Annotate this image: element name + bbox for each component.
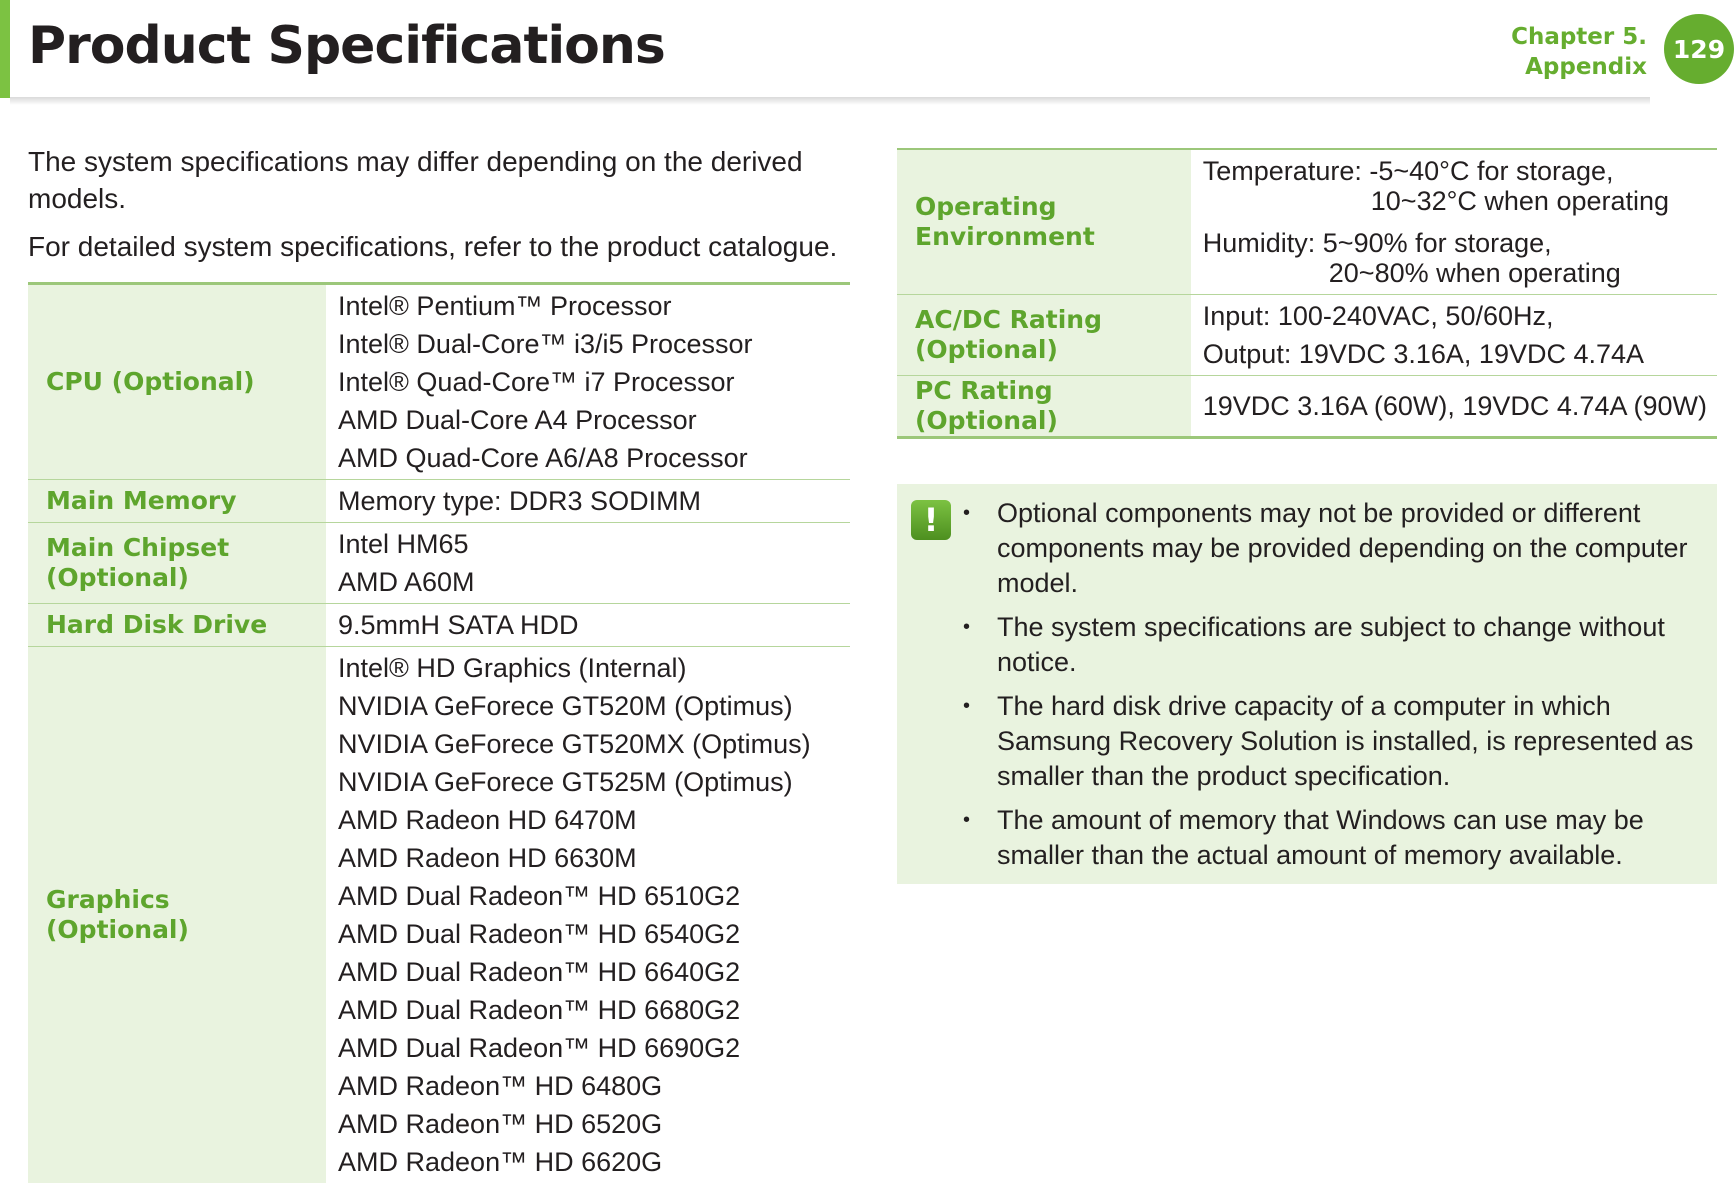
spec-value-line: AMD Dual-Core A4 Processor (338, 405, 697, 435)
spec-value-line: Intel HM65 (338, 529, 469, 559)
header-accent-bar (0, 0, 10, 98)
table-row (28, 523, 850, 604)
spec-table-left (28, 282, 850, 1183)
note-item: • The amount of memory that Windows can use may be smaller than the actual amount of memory available. (957, 803, 1697, 873)
spec-value-line: AMD A60M (338, 567, 475, 597)
spec-value-hard-disk-drive (326, 604, 850, 647)
spec-label-main-chipset-optional: Main Chipset (Optional) (28, 523, 326, 604)
chapter-number: Chapter 5. (1511, 24, 1647, 50)
spec-value-line: NVIDIA GeForece GT520MX (Optimus) (338, 729, 811, 759)
spec-value-line: Intel® Dual-Core™ i3/i5 Processor (338, 329, 753, 359)
spec-value-pc-rating (1191, 376, 1717, 438)
spec-label-cpu-optional: CPU (Optional) (28, 284, 326, 480)
notes-list (957, 496, 1697, 882)
table-row (28, 604, 850, 647)
spec-value-line: AMD Quad-Core A6/A8 Processor (338, 443, 748, 473)
spec-value-line: Output: 19VDC 3.16A, 19VDC 4.74A (1202, 339, 1645, 369)
intro-text-catalogue: For detailed system specifications, refer to the product catalogue. (28, 231, 838, 262)
spec-value-graphics-optional (326, 647, 850, 1184)
spec-value-line: AMD Dual Radeon™ HD 6690G2 (338, 1033, 741, 1063)
spec-value-line: AMD Radeon™ HD 6480G (338, 1071, 663, 1101)
table-row (897, 295, 1717, 376)
spec-value-line: Temperature: -5~40°C for storage, (1202, 156, 1614, 186)
spec-value-acdc-rating (1191, 295, 1717, 376)
spec-value-line: Intel® Quad-Core™ i7 Processor (338, 367, 735, 397)
spec-value-line: AMD Radeon™ HD 6520G (338, 1109, 663, 1139)
spec-value-line: Memory type: DDR3 SODIMM (338, 486, 702, 516)
spec-value-line: 10~32°C when operating (1370, 186, 1670, 216)
spec-value-line: AMD Dual Radeon™ HD 6510G2 (338, 881, 741, 911)
spec-value-main-memory (326, 480, 850, 523)
spec-value-line: NVIDIA GeForece GT520M (Optimus) (338, 691, 793, 721)
page-title: Product Specifications (28, 16, 665, 76)
spec-value-line: Intel® HD Graphics (Internal) (338, 653, 687, 683)
spec-value-operating-environment (1191, 149, 1717, 295)
spec-value-main-chipset-optional (326, 523, 850, 604)
spec-value-line: Humidity: 5~90% for storage, (1202, 228, 1552, 258)
spec-value-line: AMD Radeon HD 6470M (338, 805, 637, 835)
spec-value-line: 20~80% when operating (1328, 258, 1621, 288)
chapter-name: Appendix (1525, 54, 1647, 80)
note-box (897, 484, 1717, 884)
spec-label-pc-rating: PC Rating (Optional) (897, 376, 1191, 438)
spec-table-right (897, 148, 1717, 439)
spec-value-cpu-optional (326, 284, 850, 480)
spec-value-line: AMD Radeon HD 6630M (338, 843, 637, 873)
table-row (28, 480, 850, 523)
intro-text-derived-models: The system specifications may differ depending on the derived models. (28, 146, 803, 214)
spec-label-hard-disk-drive: Hard Disk Drive (28, 604, 326, 647)
spec-value-line: 9.5mmH SATA HDD (338, 610, 579, 640)
spec-value-line: AMD Dual Radeon™ HD 6640G2 (338, 957, 741, 987)
spec-value-line: Input: 100-240VAC, 50/60Hz, (1202, 301, 1554, 331)
spec-value-line: AMD Dual Radeon™ HD 6680G2 (338, 995, 741, 1025)
spec-label-operating-environment: Operating Environment (897, 149, 1191, 295)
caution-icon: ! (911, 500, 951, 540)
header-divider (10, 97, 1650, 105)
note-item: • Optional components may not be provided or different components may be provided depending on the computer model. (957, 496, 1697, 601)
table-row (28, 647, 850, 1184)
spec-label-main-memory: Main Memory (28, 480, 326, 523)
spec-value-line: 19VDC 3.16A (60W), 19VDC 4.74A (90W) (1202, 391, 1707, 421)
table-row (28, 284, 850, 480)
spec-label-graphics-optional: Graphics (Optional) (28, 647, 326, 1184)
chapter-label (1511, 22, 1647, 82)
spec-value-line: Intel® Pentium™ Processor (338, 291, 672, 321)
spec-value-line: AMD Radeon™ HD 6620G (338, 1147, 663, 1177)
note-item: • The system specifications are subject to change without notice. (957, 610, 1697, 680)
spec-value-line: AMD Dual Radeon™ HD 6540G2 (338, 919, 741, 949)
page-number-badge: 129 (1664, 14, 1734, 84)
table-row (897, 149, 1717, 295)
note-item: • The hard disk drive capacity of a computer in which Samsung Recovery Solution is installed, is represented as smaller than the product specification. (957, 689, 1697, 794)
table-row (897, 376, 1717, 438)
spec-value-line: NVIDIA GeForece GT525M (Optimus) (338, 767, 793, 797)
spec-label-acdc-rating: AC/DC Rating (Optional) (897, 295, 1191, 376)
